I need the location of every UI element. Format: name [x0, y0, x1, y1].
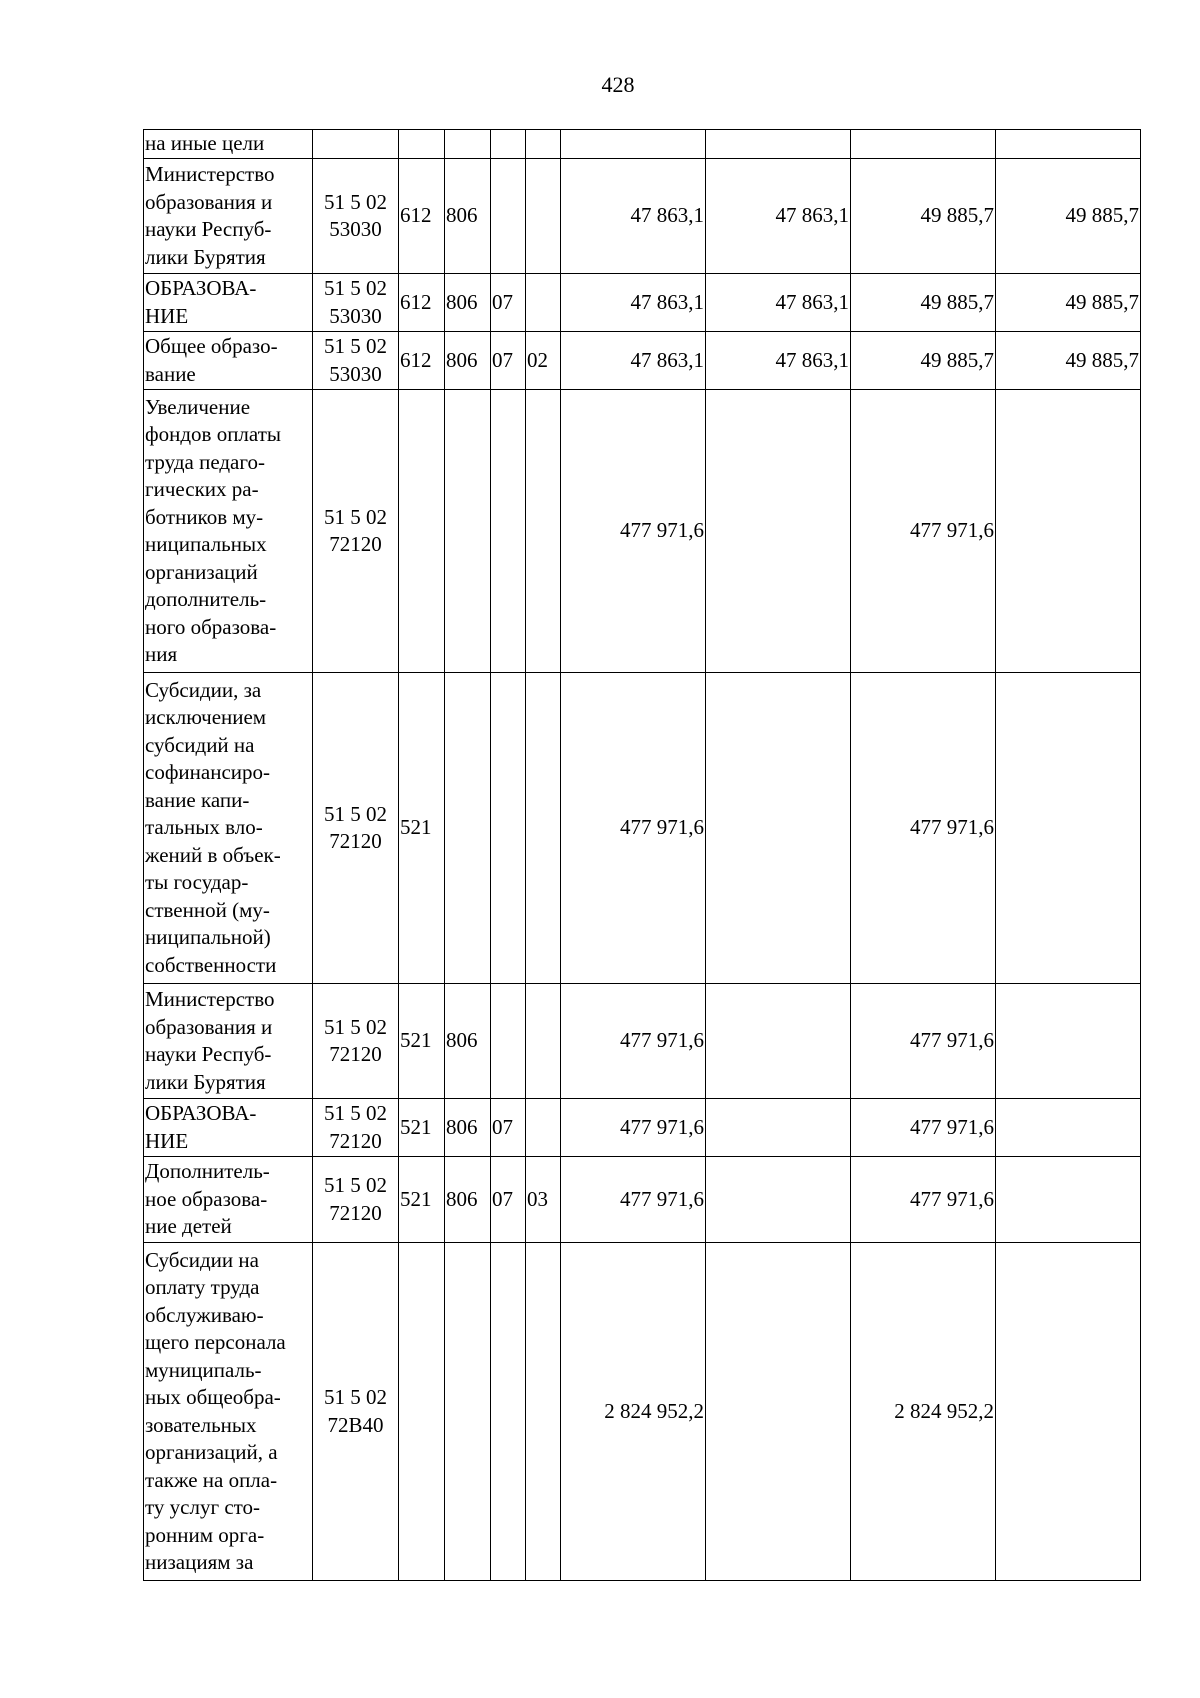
cell-value-4: [996, 1099, 1141, 1157]
cell-name-line: Дополнитель-: [145, 1159, 270, 1184]
cell-value-2: [706, 1099, 851, 1157]
cell-name: [144, 159, 313, 274]
cell-name: [144, 1099, 313, 1157]
cell-grbs: 806: [445, 1099, 491, 1157]
cell-value-4: 49 885,7: [996, 274, 1141, 332]
cell-grbs: [445, 673, 491, 984]
table-row: [144, 984, 1141, 1099]
cell-name-line: вание: [145, 361, 196, 386]
cell-grbs: 806: [445, 274, 491, 332]
cell-name-line: образования и: [145, 1014, 273, 1039]
cell-pr: [526, 673, 561, 984]
cell-name-line: ту услуг сто-: [145, 1495, 261, 1519]
cell-name-line: образования и: [145, 189, 273, 214]
cell-code-line: 72B40: [327, 1412, 384, 1437]
cell-code: [313, 130, 399, 159]
cell-name-line: ронним орга-: [145, 1522, 265, 1547]
cell-grbs: 806: [445, 984, 491, 1099]
cell-name-line: науки Респуб-: [145, 1042, 272, 1066]
cell-value-4: [996, 130, 1141, 159]
cell-code: [313, 1157, 399, 1243]
cell-code-line: 51 5 02: [324, 276, 387, 300]
cell-code-line: 51 5 02: [324, 334, 387, 358]
cell-name-line: лики Бурятия: [145, 244, 266, 269]
cell-code-line: 72120: [329, 1128, 382, 1153]
cell-name-line: исключением: [145, 705, 267, 730]
cell-code: [313, 274, 399, 332]
cell-value-1: 477 971,6: [561, 1099, 706, 1157]
cell-value-1: 477 971,6: [561, 984, 706, 1099]
cell-vr: 612: [399, 159, 445, 274]
cell-name-line: Субсидии на: [145, 1247, 259, 1272]
cell-vr: 521: [399, 673, 445, 984]
table-row: [144, 1243, 1141, 1581]
cell-name-line: Субсидии, за: [145, 677, 262, 702]
cell-name: [144, 332, 313, 390]
cell-vr: [399, 130, 445, 159]
cell-rz: [491, 159, 526, 274]
cell-vr: 612: [399, 274, 445, 332]
cell-value-2: [706, 390, 851, 673]
cell-vr: 521: [399, 1099, 445, 1157]
cell-pr: [526, 159, 561, 274]
cell-value-1: 47 863,1: [561, 332, 706, 390]
cell-name-line: ты государ-: [145, 870, 249, 895]
cell-code-line: 53030: [329, 217, 382, 241]
cell-value-2: 47 863,1: [706, 332, 851, 390]
cell-code-line: 51 5 02: [324, 1101, 387, 1125]
cell-grbs: [445, 130, 491, 159]
cell-name-line: Министерство: [145, 162, 275, 186]
cell-rz: 07: [491, 1157, 526, 1243]
cell-value-3: 49 885,7: [851, 274, 996, 332]
cell-name: [144, 1243, 313, 1581]
cell-value-1: 47 863,1: [561, 159, 706, 274]
cell-name-line: также на опла-: [145, 1467, 278, 1492]
cell-name: [144, 1157, 313, 1243]
cell-name-line: Министерство: [145, 987, 275, 1011]
cell-code-line: 51 5 02: [324, 1014, 387, 1039]
cell-code-line: 72120: [329, 532, 382, 556]
cell-value-1: [561, 130, 706, 159]
cell-name-line: организаций, а: [145, 1440, 278, 1464]
cell-value-3: 2 824 952,2: [851, 1243, 996, 1581]
cell-rz: 07: [491, 1099, 526, 1157]
cell-rz: [491, 673, 526, 984]
cell-pr: [526, 1099, 561, 1157]
cell-grbs: 806: [445, 1157, 491, 1243]
cell-code-line: 51 5 02: [324, 189, 387, 214]
cell-pr: [526, 390, 561, 673]
cell-vr: [399, 1243, 445, 1581]
page-number: 428: [601, 72, 635, 97]
cell-grbs: 806: [445, 332, 491, 390]
cell-name-line: ственной (му-: [145, 897, 270, 922]
table-row: [144, 332, 1141, 390]
cell-pr: [526, 984, 561, 1099]
cell-value-4: 49 885,7: [996, 159, 1141, 274]
cell-value-3: 49 885,7: [851, 159, 996, 274]
cell-name-line: зовательных: [145, 1412, 257, 1437]
cell-name-line: субсидий на: [145, 732, 255, 757]
cell-name-line: Увеличение: [145, 394, 251, 419]
cell-value-4: 49 885,7: [996, 332, 1141, 390]
cell-grbs: [445, 390, 491, 673]
cell-name-line: софинансиро-: [145, 760, 271, 785]
cell-value-4: [996, 673, 1141, 984]
table-row: [144, 1157, 1141, 1243]
cell-pr: 03: [526, 1157, 561, 1243]
cell-value-2: [706, 1157, 851, 1243]
cell-name-line: фондов оплаты: [145, 422, 281, 446]
cell-vr: 521: [399, 984, 445, 1099]
cell-name-line: ное образова-: [145, 1186, 268, 1211]
cell-rz: [491, 130, 526, 159]
table-row: [144, 1099, 1141, 1157]
table-row: [144, 390, 1141, 673]
cell-code-line: 53030: [329, 361, 382, 386]
cell-vr: [399, 390, 445, 673]
cell-code-line: 72120: [329, 829, 382, 853]
cell-value-1: 477 971,6: [561, 673, 706, 984]
cell-name-line: НИЕ: [145, 303, 189, 328]
cell-name-line: организаций: [145, 559, 258, 584]
cell-name-line: ние детей: [145, 1214, 232, 1239]
cell-name-line: науки Респуб-: [145, 217, 272, 241]
cell-code-line: 51 5 02: [324, 504, 387, 529]
cell-name-line: труда педаго-: [145, 449, 265, 474]
cell-code-line: 51 5 02: [324, 1173, 387, 1197]
cell-name-line: ОБРАЗОВА-: [145, 276, 257, 300]
cell-name-line: ниципальных: [145, 532, 267, 556]
cell-value-2: [706, 673, 851, 984]
cell-name-line: тальных вло-: [145, 815, 263, 840]
cell-name-line: на иные цели: [145, 131, 265, 156]
cell-name-line: ного образова-: [145, 614, 277, 639]
cell-name-line: дополнитель-: [145, 587, 267, 611]
cell-name-line: НИЕ: [145, 1128, 189, 1153]
cell-name-line: лики Бурятия: [145, 1069, 266, 1094]
budget-table: [143, 129, 1141, 1581]
cell-value-1: 477 971,6: [561, 1157, 706, 1243]
table-row: [144, 274, 1141, 332]
cell-name-line: щего персонала: [145, 1330, 286, 1354]
cell-rz: 07: [491, 274, 526, 332]
cell-rz: [491, 390, 526, 673]
cell-name-line: ниципальной): [145, 925, 271, 950]
cell-vr: 521: [399, 1157, 445, 1243]
cell-value-3: 477 971,6: [851, 984, 996, 1099]
cell-name-line: Общее образо-: [145, 334, 278, 358]
cell-name-line: ботников му-: [145, 504, 264, 529]
cell-grbs: 806: [445, 159, 491, 274]
cell-value-4: [996, 984, 1141, 1099]
cell-grbs: [445, 1243, 491, 1581]
cell-value-4: [996, 1243, 1141, 1581]
table-row: [144, 159, 1141, 274]
cell-value-2: [706, 1243, 851, 1581]
cell-name-line: собственности: [145, 952, 277, 977]
cell-value-1: 2 824 952,2: [561, 1243, 706, 1581]
cell-code-line: 72120: [329, 1200, 382, 1225]
cell-vr: 612: [399, 332, 445, 390]
cell-value-2: 47 863,1: [706, 274, 851, 332]
cell-value-3: 49 885,7: [851, 332, 996, 390]
cell-pr: 02: [526, 332, 561, 390]
cell-value-1: 47 863,1: [561, 274, 706, 332]
cell-code: [313, 332, 399, 390]
cell-value-2: [706, 130, 851, 159]
cell-value-2: [706, 984, 851, 1099]
cell-code: [313, 1099, 399, 1157]
cell-value-4: [996, 1157, 1141, 1243]
cell-value-4: [996, 390, 1141, 673]
cell-code: [313, 984, 399, 1099]
cell-name-line: вание капи-: [145, 787, 250, 812]
table-row: [144, 673, 1141, 984]
cell-name: [144, 673, 313, 984]
cell-rz: [491, 984, 526, 1099]
cell-code: [313, 673, 399, 984]
cell-code-line: 72120: [329, 1042, 382, 1066]
cell-rz: [491, 1243, 526, 1581]
cell-name-line: муниципаль-: [145, 1357, 262, 1382]
cell-pr: [526, 130, 561, 159]
cell-code-line: 51 5 02: [324, 801, 387, 826]
table-body: [144, 130, 1141, 1581]
cell-value-3: [851, 130, 996, 159]
cell-code: [313, 159, 399, 274]
cell-code-line: 53030: [329, 303, 382, 328]
cell-pr: [526, 1243, 561, 1581]
cell-name-line: ОБРАЗОВА-: [145, 1101, 257, 1125]
cell-code: [313, 390, 399, 673]
cell-value-3: 477 971,6: [851, 1157, 996, 1243]
cell-name-line: ных общеобра-: [145, 1385, 281, 1409]
cell-value-3: 477 971,6: [851, 673, 996, 984]
cell-name: [144, 274, 313, 332]
cell-value-3: 477 971,6: [851, 390, 996, 673]
cell-code: [313, 1243, 399, 1581]
cell-name-line: низациям за: [145, 1550, 254, 1574]
cell-name: [144, 390, 313, 673]
cell-rz: 07: [491, 332, 526, 390]
cell-value-2: 47 863,1: [706, 159, 851, 274]
cell-value-1: 477 971,6: [561, 390, 706, 673]
cell-name-line: оплату труда: [145, 1275, 260, 1299]
table-row: [144, 130, 1141, 159]
cell-code-line: 51 5 02: [324, 1385, 387, 1409]
cell-name-line: обслуживаю-: [145, 1302, 264, 1327]
cell-name: [144, 984, 313, 1099]
cell-value-3: 477 971,6: [851, 1099, 996, 1157]
cell-name-line: гических ра-: [145, 477, 259, 501]
cell-name-line: жений в объек-: [145, 842, 281, 867]
cell-pr: [526, 274, 561, 332]
cell-name: [144, 130, 313, 159]
cell-name-line: ния: [145, 642, 178, 666]
